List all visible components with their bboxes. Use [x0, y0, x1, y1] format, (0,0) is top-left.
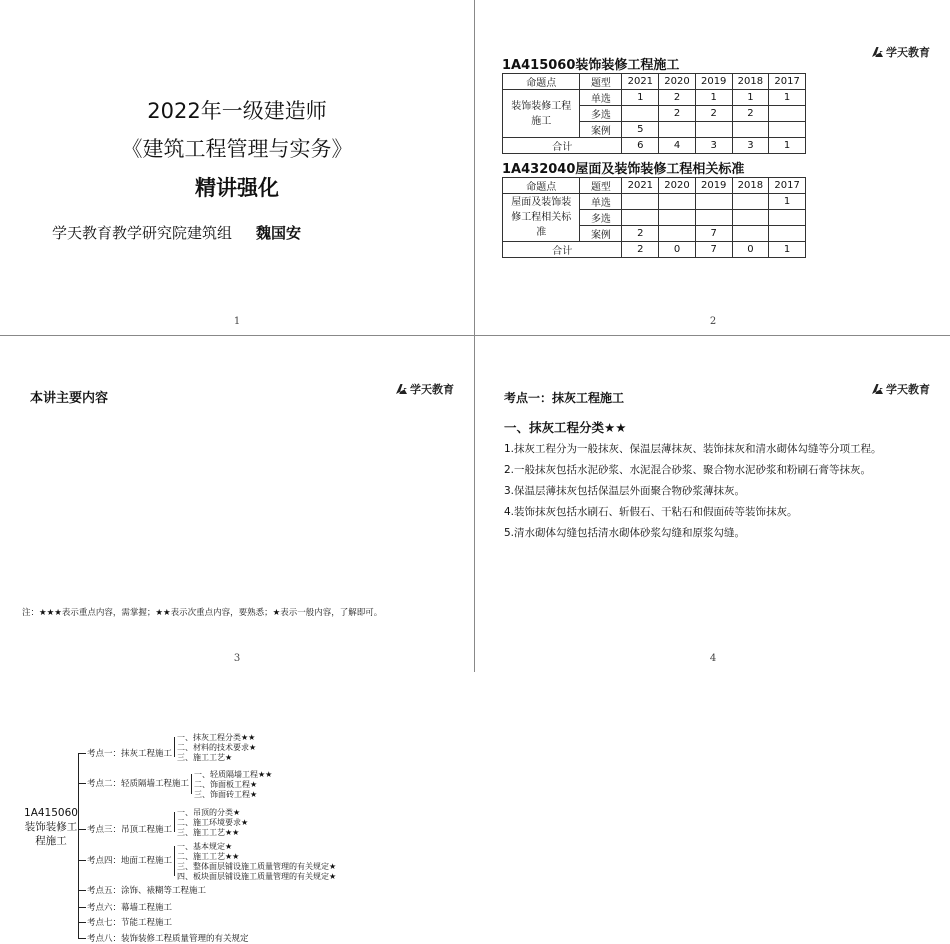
table-value-cell	[769, 210, 806, 226]
table-total-cell: 2	[622, 242, 659, 258]
table-topic-cell: 装饰装修工程施工	[503, 90, 580, 138]
tree-node: 考点三：吊顶工程施工	[87, 825, 173, 835]
table-header-row	[503, 74, 806, 90]
table-total-cell: 4	[659, 138, 696, 154]
tree-connector	[191, 774, 192, 794]
table-value-cell: 2	[695, 106, 732, 122]
slide4-list-item: 3.保温层薄抹灰包括保温层外面聚合物砂浆薄抹灰。	[504, 485, 746, 497]
slide1-title-line3: 精讲强化	[195, 176, 279, 200]
tree-connector	[78, 907, 86, 908]
table-type-cell: 多选	[580, 210, 622, 226]
tree-connector	[78, 860, 86, 861]
table-header-cell: 2018	[732, 74, 769, 90]
table-total-row	[503, 138, 806, 154]
divider-horizontal	[0, 335, 950, 336]
brand-logo-icon	[872, 384, 883, 394]
table-header-cell: 2019	[695, 178, 732, 194]
legend-note: 注：★★★表示重点内容，需掌握；★★表示次重点内容，要熟悉；★表示一般内容，了解即可。	[22, 608, 383, 618]
slide4-list-item: 5.清水砌体勾缝包括清水砌体砂浆勾缝和原浆勾缝。	[504, 527, 746, 539]
table-header-cell: 命题点	[503, 178, 580, 194]
tree-connector	[174, 812, 175, 832]
tree-child: 三、施工工艺★	[177, 753, 233, 762]
tree-child: 二、施工环境要求★	[177, 818, 249, 827]
tree-node: 考点四：地面工程施工	[87, 856, 173, 866]
table-header-row	[503, 178, 806, 194]
table-value-cell	[769, 226, 806, 242]
table-total-cell: 3	[695, 138, 732, 154]
table-row	[503, 194, 806, 210]
table-value-cell	[622, 210, 659, 226]
table-header-cell: 2021	[622, 74, 659, 90]
table-value-cell: 2	[622, 226, 659, 242]
tree-child: 一、吊顶的分类★	[177, 808, 241, 817]
brand-logo: 学天教育	[872, 44, 930, 60]
table-header-cell: 题型	[580, 178, 622, 194]
slide3-title: 本讲主要内容	[30, 391, 109, 406]
table-value-cell	[732, 226, 769, 242]
author-name: 魏国安	[256, 224, 302, 242]
tree-node: 考点八：装饰装修工程质量管理的有关规定	[87, 934, 249, 944]
brand-logo: 学天教育	[396, 381, 454, 397]
table-value-cell	[695, 210, 732, 226]
table-row	[503, 90, 806, 106]
page-number: 4	[709, 653, 717, 664]
table-value-cell: 1	[769, 194, 806, 210]
tree-node: 考点一：抹灰工程施工	[87, 749, 173, 759]
brand-logo: 学天教育	[872, 381, 930, 397]
table-value-cell	[659, 226, 696, 242]
table-value-cell	[659, 210, 696, 226]
table-header-cell: 2018	[732, 178, 769, 194]
slide4-list-item: 2.一般抹灰包括水泥砂浆、水泥混合砂浆、聚合物水泥砂浆和粉刷石膏等抹灰。	[504, 464, 872, 476]
table-total-cell: 7	[695, 242, 732, 258]
tree-connector	[78, 783, 86, 784]
table-value-cell	[659, 122, 696, 138]
table-value-cell: 7	[695, 226, 732, 242]
tree-node: 考点七：节能工程施工	[87, 918, 173, 928]
table-value-cell	[732, 210, 769, 226]
table-header-cell: 2021	[622, 178, 659, 194]
table-type-cell: 多选	[580, 106, 622, 122]
tree-child: 一、抹灰工程分类★★	[177, 733, 256, 742]
section1-title: 1A415060装饰装修工程施工	[502, 58, 680, 73]
slide4-list-item: 4.装饰抹灰包括水刷石、斩假石、干粘石和假面砖等装饰抹灰。	[504, 506, 798, 518]
tree-child: 三、施工工艺★★	[177, 828, 240, 837]
slide1-title-line2: 《建筑工程管理与实务》	[121, 137, 353, 161]
slide4-subheading: 一、抹灰工程分类★★	[504, 420, 627, 435]
table-header-cell: 2017	[769, 74, 806, 90]
table-value-cell	[769, 106, 806, 122]
table-type-cell: 案例	[580, 226, 622, 242]
table-total-cell: 1	[769, 138, 806, 154]
page-number: 3	[233, 653, 241, 664]
tree-connector	[78, 753, 79, 938]
table-header-cell: 命题点	[503, 74, 580, 90]
table-value-cell	[622, 106, 659, 122]
table-value-cell	[695, 194, 732, 210]
table-value-cell: 5	[622, 122, 659, 138]
table-total-label: 合计	[503, 138, 622, 154]
page-number: 2	[709, 316, 717, 327]
table-value-cell	[659, 194, 696, 210]
table-header-cell: 题型	[580, 74, 622, 90]
slide4-heading: 考点一：抹灰工程施工	[504, 391, 625, 405]
table-total-row	[503, 242, 806, 258]
tree-child: 二、材料的技术要求★	[177, 743, 257, 752]
slide1-title-line1: 2022年一级建造师	[147, 99, 327, 123]
table-value-cell	[695, 122, 732, 138]
author-org: 学天教育教学研究院建筑组	[52, 224, 233, 242]
tree-child: 一、轻质隔墙工程★★	[194, 770, 273, 779]
tree-child: 三、饰面砖工程★	[194, 790, 258, 799]
table-header-cell: 2020	[659, 74, 696, 90]
table-type-cell: 单选	[580, 90, 622, 106]
section2-title: 1A432040屋面及装饰装修工程相关标准	[502, 162, 745, 177]
tree-child: 一、基本规定★	[177, 842, 233, 851]
table-total-cell: 3	[732, 138, 769, 154]
tree-node: 考点五：涂饰、裱糊等工程施工	[87, 886, 207, 896]
tree-connector	[78, 922, 86, 923]
tree-child: 四、板块面层铺设施工质量管理的有关规定★	[177, 872, 337, 881]
divider-vertical	[474, 0, 475, 672]
table-total-cell: 0	[732, 242, 769, 258]
brand-logo-icon	[872, 47, 883, 57]
tree-child: 三、整体面层铺设施工质量管理的有关规定★	[177, 862, 337, 871]
table-value-cell	[769, 122, 806, 138]
table-header-cell: 2019	[695, 74, 732, 90]
table-header-cell: 2020	[659, 178, 696, 194]
table-value-cell	[732, 122, 769, 138]
table-value-cell: 2	[732, 106, 769, 122]
tree-node: 考点二：轻质隔墙工程施工	[87, 779, 190, 789]
table-header-cell: 2017	[769, 178, 806, 194]
table-value-cell: 1	[695, 90, 732, 106]
stats-table-1	[502, 73, 806, 154]
table-value-cell: 1	[769, 90, 806, 106]
tree-connector	[78, 753, 86, 754]
slide1-author	[52, 222, 301, 243]
table-value-cell: 2	[659, 106, 696, 122]
table-total-cell: 6	[622, 138, 659, 154]
stats-table-2	[502, 177, 806, 258]
tree-connector	[174, 846, 175, 876]
table-total-cell: 1	[769, 242, 806, 258]
table-type-cell: 案例	[580, 122, 622, 138]
tree-connector	[174, 737, 175, 757]
tree-node: 考点六：幕墙工程施工	[87, 903, 173, 913]
table-value-cell	[622, 194, 659, 210]
table-value-cell: 2	[659, 90, 696, 106]
tree-root: 1A415060装饰装修工程施工	[24, 807, 78, 847]
tree-connector	[78, 829, 86, 830]
slide-3	[0, 337, 474, 944]
table-value-cell	[732, 194, 769, 210]
slide-2	[476, 0, 950, 335]
tree-connector	[78, 938, 86, 939]
brand-logo-icon	[396, 384, 407, 394]
table-total-cell: 0	[659, 242, 696, 258]
slide4-list-item: 1.抹灰工程分为一般抹灰、保温层薄抹灰、装饰抹灰和清水砌体勾缝等分项工程。	[504, 443, 882, 455]
tree-connector	[78, 890, 86, 891]
table-value-cell: 1	[732, 90, 769, 106]
tree-child: 二、施工工艺★★	[177, 852, 240, 861]
table-value-cell: 1	[622, 90, 659, 106]
page-number: 1	[233, 316, 241, 327]
slide-1	[0, 0, 474, 335]
table-type-cell: 单选	[580, 194, 622, 210]
tree-child: 二、饰面板工程★	[194, 780, 258, 789]
table-topic-cell: 屋面及装饰装修工程相关标准	[503, 194, 580, 242]
table-total-label: 合计	[503, 242, 622, 258]
